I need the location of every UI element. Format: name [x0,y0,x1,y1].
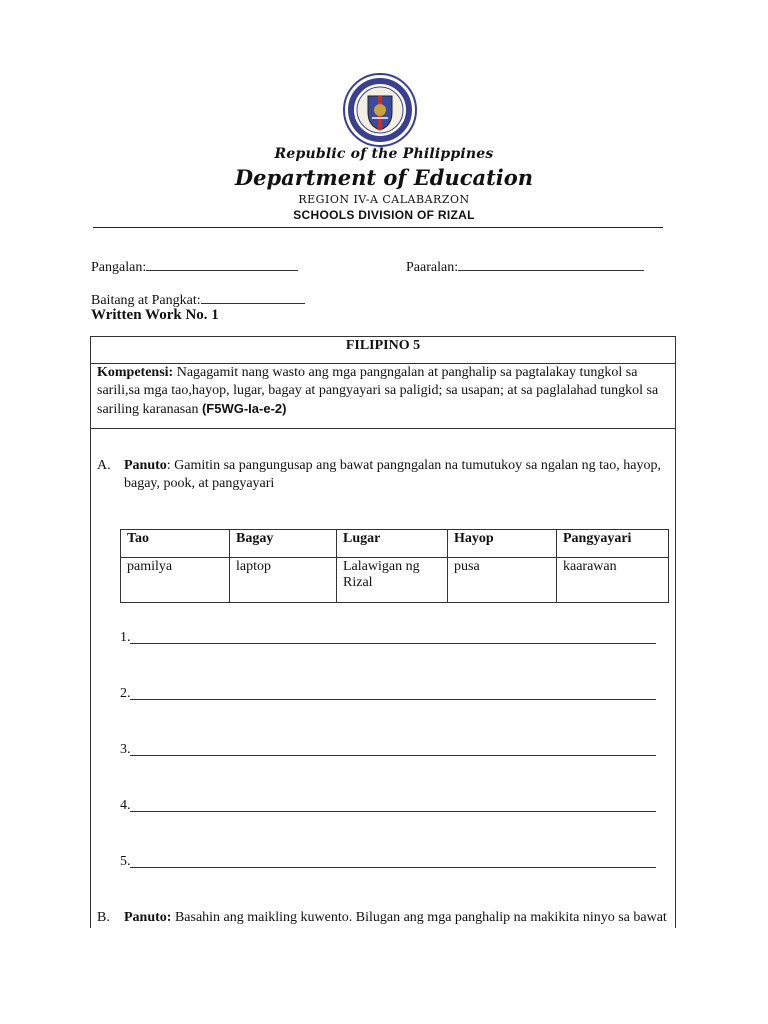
table-header: Pangyayari [557,530,669,558]
answer-line-5[interactable] [120,854,656,870]
subject-title: FILIPINO 5 [90,336,676,364]
answer-line-1[interactable] [120,630,656,646]
section-a-letter: A. [97,458,111,473]
header-department: Department of Education [234,165,534,190]
box-separator [90,428,676,429]
pangalan-field[interactable] [91,258,298,276]
kompetensi-label: Kompetensi: [97,365,174,380]
header-division: SCHOOLS DIVISION OF RIZAL [293,208,475,222]
table-cell: laptop [230,558,337,603]
baitang-blank[interactable] [201,291,305,304]
answer-number: 5. [120,854,131,869]
paaralan-label: Paaralan: [406,260,459,275]
word-table [120,529,669,603]
answer-line-3[interactable] [120,742,656,758]
answer-line-2[interactable] [120,686,656,702]
section-b-letter: B. [97,910,110,925]
written-work-title: Written Work No. 1 [91,307,219,323]
paaralan-blank[interactable] [458,258,644,271]
kompetensi-code: (F5WG-Ia-e-2) [201,401,287,416]
table-header-row [121,530,669,558]
table-cell: Lalawigan ng Rizal [337,558,448,603]
kompetensi-text: Nagagamit nang wasto ang mga pangngalan at panghalip sa pagtalakay tungkol sa sarili,sa mga tao,hayop, lugar, bagay at pangyayari sa paligid; sa usapan; at sa paglalahad tungkol sa sariling karanasan [97,365,659,417]
header-region: REGION IV-A CALABARZON [298,193,470,206]
section-a-panuto: Panuto [124,458,167,473]
table-header: Hayop [448,530,557,558]
table-cell: kaarawan [557,558,669,603]
kompetensi [97,364,669,419]
section-b-instruction [124,909,669,927]
baitang-label: Baitang at Pangkat: [91,293,201,308]
answer-line-4[interactable] [120,798,656,814]
table-row [121,558,669,603]
section-b-panuto: Panuto: [124,910,172,925]
section-b-text: Basahin ang maikling kuwento. Bilugan ang mga panghalip na makikita ninyo sa bawat [171,910,667,925]
table-cell: pusa [448,558,557,603]
answer-number: 4. [120,798,131,813]
header-divider [93,227,663,228]
section-a-text: : Gamitin sa pangungusap ang bawat pangngalan na tumutukoy sa ngalan ng tao, hayop, bagay, pook, at pangyayari [124,458,661,491]
table-header: Lugar [337,530,448,558]
answer-number: 2. [120,686,131,701]
answer-number: 3. [120,742,131,757]
header-republic: Republic of the Philippines [274,146,494,162]
table-header: Tao [121,530,230,558]
table-cell: pamilya [121,558,230,603]
pangalan-blank[interactable] [146,258,298,271]
section-a-instruction [124,457,669,493]
pangalan-label: Pangalan: [91,260,147,275]
table-header: Bagay [230,530,337,558]
paaralan-field[interactable] [406,258,644,276]
deped-seal-icon [342,72,418,148]
answer-number: 1. [120,630,131,645]
